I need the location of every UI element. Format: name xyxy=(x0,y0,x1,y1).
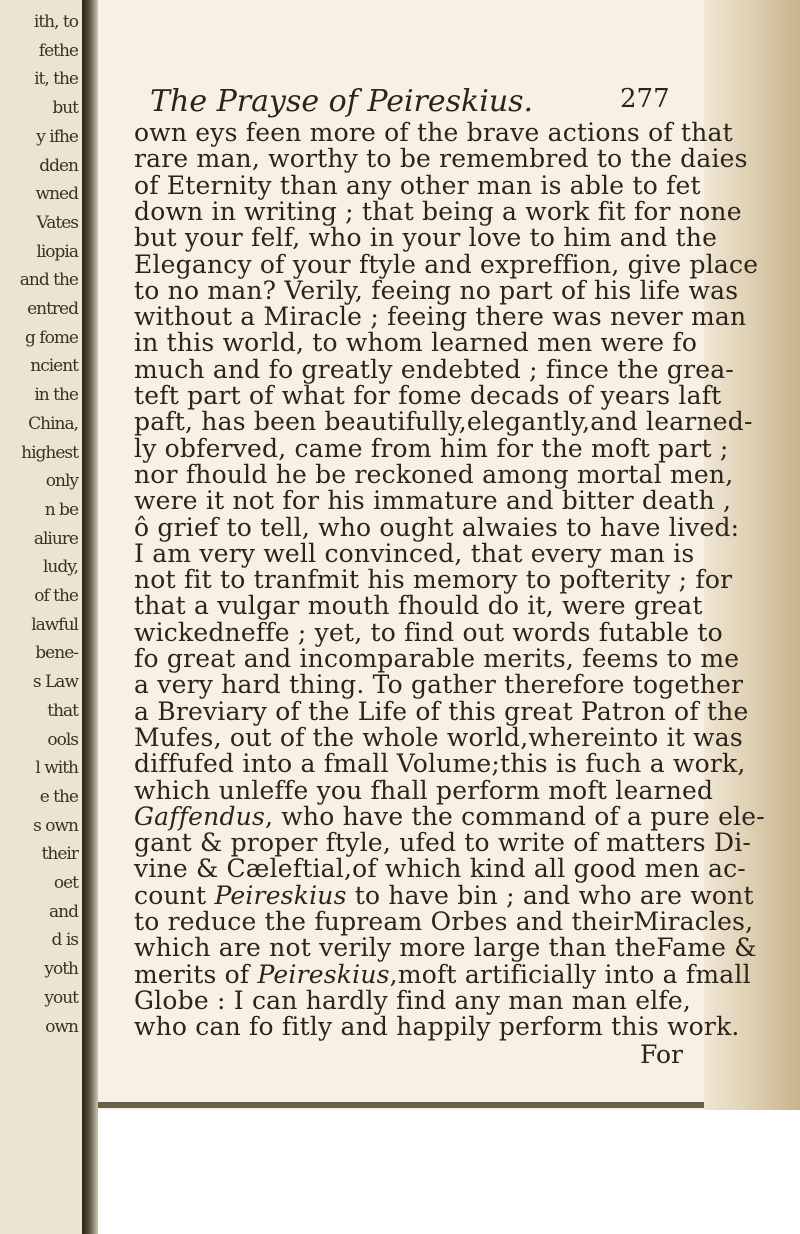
text-line: were it not for his immature and bitter death , xyxy=(134,486,732,516)
text-line: count Peireskius to have bin ; and who are wont xyxy=(134,880,754,910)
text-line: much and fo greatly endebted ; fince the grea- xyxy=(134,354,734,384)
text-line: in this world, to whom learned men were fo xyxy=(134,328,698,358)
text-line: a Breviary of the Life of this great Patron of the xyxy=(134,696,749,726)
facing-page-edge xyxy=(0,0,82,1234)
facing-page-fragment: oet xyxy=(53,873,78,893)
scan-background xyxy=(98,1110,800,1234)
text-line: ô grief to tell, who ought alwaies to have lived: xyxy=(134,512,740,542)
facing-page-fragment: d is xyxy=(51,930,78,951)
facing-page-fragment: s own xyxy=(33,815,78,836)
text-line: merits of Peireskius,moft artificially into a fmall xyxy=(134,959,751,989)
facing-page-fragment: it, the xyxy=(34,69,78,90)
facing-page-fragment: highest xyxy=(21,442,78,463)
facing-page-fragment: lawful xyxy=(31,614,78,635)
facing-page-fragment: own xyxy=(45,1016,78,1037)
facing-page-fragment: yoth xyxy=(44,959,78,980)
facing-page-fragment: and the xyxy=(19,270,78,291)
facing-page-fragment: in the xyxy=(34,385,78,406)
facing-page-fragment: that xyxy=(47,700,78,721)
facing-page-fragment: fethe xyxy=(38,40,78,61)
text-line: vine & Cæleftial,of which kind all good men ac- xyxy=(134,854,746,884)
facing-page-fragment: bene- xyxy=(35,643,78,664)
text-line: down in writing ; that being a work fit for none xyxy=(134,196,742,226)
text-line: ly obferved, came from him for the moft part ; xyxy=(134,433,729,463)
facing-page-fragment: China, xyxy=(28,413,78,434)
facing-page-fragment: l with xyxy=(35,758,78,779)
facing-page-fragment: g fome xyxy=(25,327,78,348)
page-number: 277 xyxy=(620,84,670,114)
catchword: For xyxy=(640,1040,683,1069)
text-line: wickedneffe ; yet, to find out words futable to xyxy=(134,617,723,647)
facing-page-fragment: their xyxy=(41,844,78,865)
text-line: teft part of what for fome decads of years laft xyxy=(134,381,722,410)
text-line: to no man? Verily, feeing no part of his life was xyxy=(134,275,739,305)
facing-page-fragment: e the xyxy=(39,786,78,807)
text-line: a very hard thing. To gather therefore together xyxy=(134,670,744,700)
facing-page-fragment: yout xyxy=(44,987,78,1008)
text-line: gant & proper ftyle, ufed to write of matters Di- xyxy=(134,828,752,858)
facing-page-fragment: wned xyxy=(35,184,78,205)
facing-page-fragment: and xyxy=(49,901,78,922)
facing-page-fragment: Vates xyxy=(36,212,78,233)
page-bottom-edge xyxy=(98,1102,704,1108)
text-line: which are not verily more large than theFame & xyxy=(134,933,757,963)
facing-page-fragment: ludy, xyxy=(42,557,78,578)
text-line: own eys feen more of the brave actions of that xyxy=(134,118,733,147)
text-line: Gaffendus, who have the command of a pure ele- xyxy=(134,801,765,831)
text-line: but your felf, who in your love to him and the xyxy=(134,223,718,253)
text-line: diffufed into a fmall Volume;this is fuch a work, xyxy=(134,749,746,779)
text-line: Elegancy of your ftyle and expreffion, give place xyxy=(134,249,759,279)
text-line: I am very well convinced, that every man is xyxy=(134,538,695,568)
facing-page-fragment: liopia xyxy=(36,241,78,262)
facing-page-fragment: ith, to xyxy=(33,12,78,32)
text-line: that a vulgar mouth fhould do it, were great xyxy=(134,591,703,621)
text-line: Globe : I can hardly find any man man elfe, xyxy=(134,985,692,1015)
text-line: paft, has been beautifully,elegantly,and learned- xyxy=(134,407,753,437)
text-line: without a Miracle ; feeing there was never man xyxy=(134,302,747,332)
text-line: Mufes, out of the whole world,whereinto it was xyxy=(134,722,743,752)
facing-page-fragment: entred xyxy=(27,299,78,319)
text-line: nor fhould he be reckoned among mortal men, xyxy=(134,459,734,489)
running-head: The Prayse of Peireskius. xyxy=(150,84,534,119)
facing-page-fragment: only xyxy=(45,471,78,492)
facing-page-fragment: s Law xyxy=(32,672,78,693)
text-line: which unleffe you fhall perform moft learned xyxy=(134,775,714,805)
text-line: not fit to tranfmit his memory to pofterity ; for xyxy=(134,565,733,595)
text-line: who can fo fitly and happily perform this work. xyxy=(134,1012,740,1042)
text-line: to reduce the fupream Orbes and theirMiracles, xyxy=(134,907,754,936)
text-line: of Eternity than any other man is able to fet xyxy=(134,170,701,200)
facing-page-fragment: dden xyxy=(39,155,78,176)
facing-page-fragment: ncient xyxy=(30,356,78,377)
book-gutter xyxy=(82,0,98,1234)
facing-page-fragment: aliure xyxy=(33,528,78,549)
facing-page-fragment: of the xyxy=(34,586,78,606)
text-line: rare man, worthy to be remembred to the daies xyxy=(134,144,748,174)
facing-page-fragment: but xyxy=(52,98,78,119)
facing-page-fragment: ools xyxy=(47,729,78,750)
text-line: fo great and incomparable merits, feems to me xyxy=(134,644,740,673)
facing-page-fragment: n be xyxy=(44,499,78,520)
facing-page-fragment: y ifhe xyxy=(36,126,78,147)
